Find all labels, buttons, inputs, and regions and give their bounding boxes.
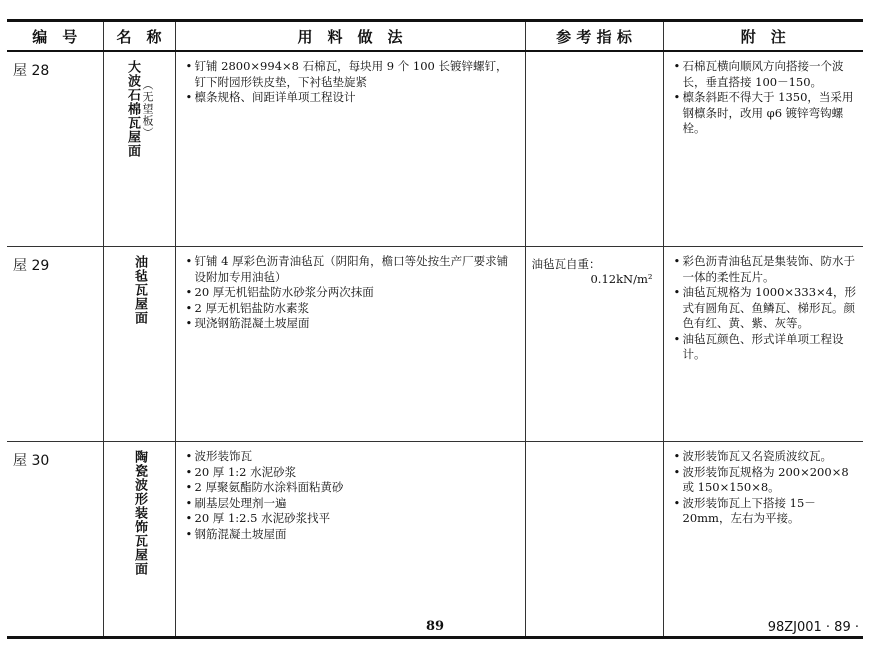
header-code: 编 号 xyxy=(7,21,103,52)
header-reference: 参 考 指 标 xyxy=(525,21,663,52)
note-item: • 彩色沥青油毡瓦是集装饰、防水于一体的柔性瓦片。 xyxy=(674,254,858,285)
reference-value: 0.12kN/m² xyxy=(590,272,653,286)
note-item: • 油毡瓦颜色、形式详单项工程设计。 xyxy=(674,332,858,363)
row-code: 屋 29 xyxy=(7,247,103,442)
method-item: • 钢筋混凝土坡屋面 xyxy=(186,527,519,543)
method-list xyxy=(176,247,525,332)
method-item: • 波形装饰瓦 xyxy=(186,449,519,465)
method-item: • 现浇钢筋混凝土坡屋面 xyxy=(186,316,519,332)
row-name: 油毡瓦屋面 xyxy=(132,255,147,325)
method-item: • 20 厚 1:2 水泥砂浆 xyxy=(186,465,519,481)
row-code: 屋 28 xyxy=(7,51,103,247)
row-name-note: （无望板） xyxy=(141,79,154,139)
reference-cell xyxy=(525,442,663,638)
notes-list xyxy=(664,247,864,363)
note-item: • 油毡瓦规格为 1000×333×4，形式有圆角瓦、鱼鳞瓦、梯形瓦。颜色有红、黄、紫、灰等。 xyxy=(674,285,858,332)
note-item: • 檩条斜距不得大于 1350，当采用钢檩条时，改用 φ6 镀锌弯钩螺栓。 xyxy=(674,90,858,137)
method-item: • 20 厚无机铝盐防水砂浆分两次抹面 xyxy=(186,285,519,301)
reference-cell xyxy=(525,247,663,442)
note-item: • 波形装饰瓦又名瓷质波纹瓦。 xyxy=(674,449,858,465)
row-name: 陶瓷波形装饰瓦屋面 xyxy=(132,450,147,576)
method-item: • 2 厚聚氨酯防水涂料面粘黄砂 xyxy=(186,480,519,496)
notes-list xyxy=(664,52,864,137)
document-reference: 98ZJ001 · 89 · xyxy=(767,620,859,635)
method-item: • 刷基层处理剂一遍 xyxy=(186,496,519,512)
method-item: • 2 厚无机铝盐防水素浆 xyxy=(186,301,519,317)
reference-label: 油毡瓦自重： xyxy=(531,257,601,271)
reference-cell xyxy=(525,51,663,247)
table-header-row xyxy=(7,21,863,52)
note-item: • 石棉瓦横向顺风方向搭接一个波长，垂直搭接 100－150。 xyxy=(674,59,858,90)
method-list xyxy=(176,442,525,542)
note-item: • 波形装饰瓦规格为 200×200×8 或 150×150×8。 xyxy=(674,465,858,496)
page-number: 89 xyxy=(426,619,445,634)
method-item: • 20 厚 1:2.5 水泥砂浆找平 xyxy=(186,511,519,527)
table-row xyxy=(7,442,863,638)
method-list xyxy=(176,52,525,106)
specification-table xyxy=(7,19,863,639)
method-item: • 钉铺 2800×994×8 石棉瓦，每块用 9 个 100 长镀锌螺钉，钉下附园形铁皮垫，下衬毡垫旋紧 xyxy=(186,59,519,90)
method-item: • 檩条规格、间距详单项工程设计 xyxy=(186,90,519,106)
table-row xyxy=(7,247,863,442)
row-name: 大波石棉瓦屋面 xyxy=(125,60,140,158)
notes-list xyxy=(664,442,864,527)
table-row xyxy=(7,51,863,247)
note-item: • 波形装饰瓦上下搭接 15－20mm，左右为平接。 xyxy=(674,496,858,527)
row-code: 屋 30 xyxy=(7,442,103,638)
header-method: 用 料 做 法 xyxy=(175,21,525,52)
method-item: • 钉铺 4 厚彩色沥青油毡瓦（阴阳角，檐口等处按生产厂要求铺设附加专用油毡） xyxy=(186,254,519,285)
header-note: 附 注 xyxy=(663,21,863,52)
header-name: 名 称 xyxy=(103,21,175,52)
